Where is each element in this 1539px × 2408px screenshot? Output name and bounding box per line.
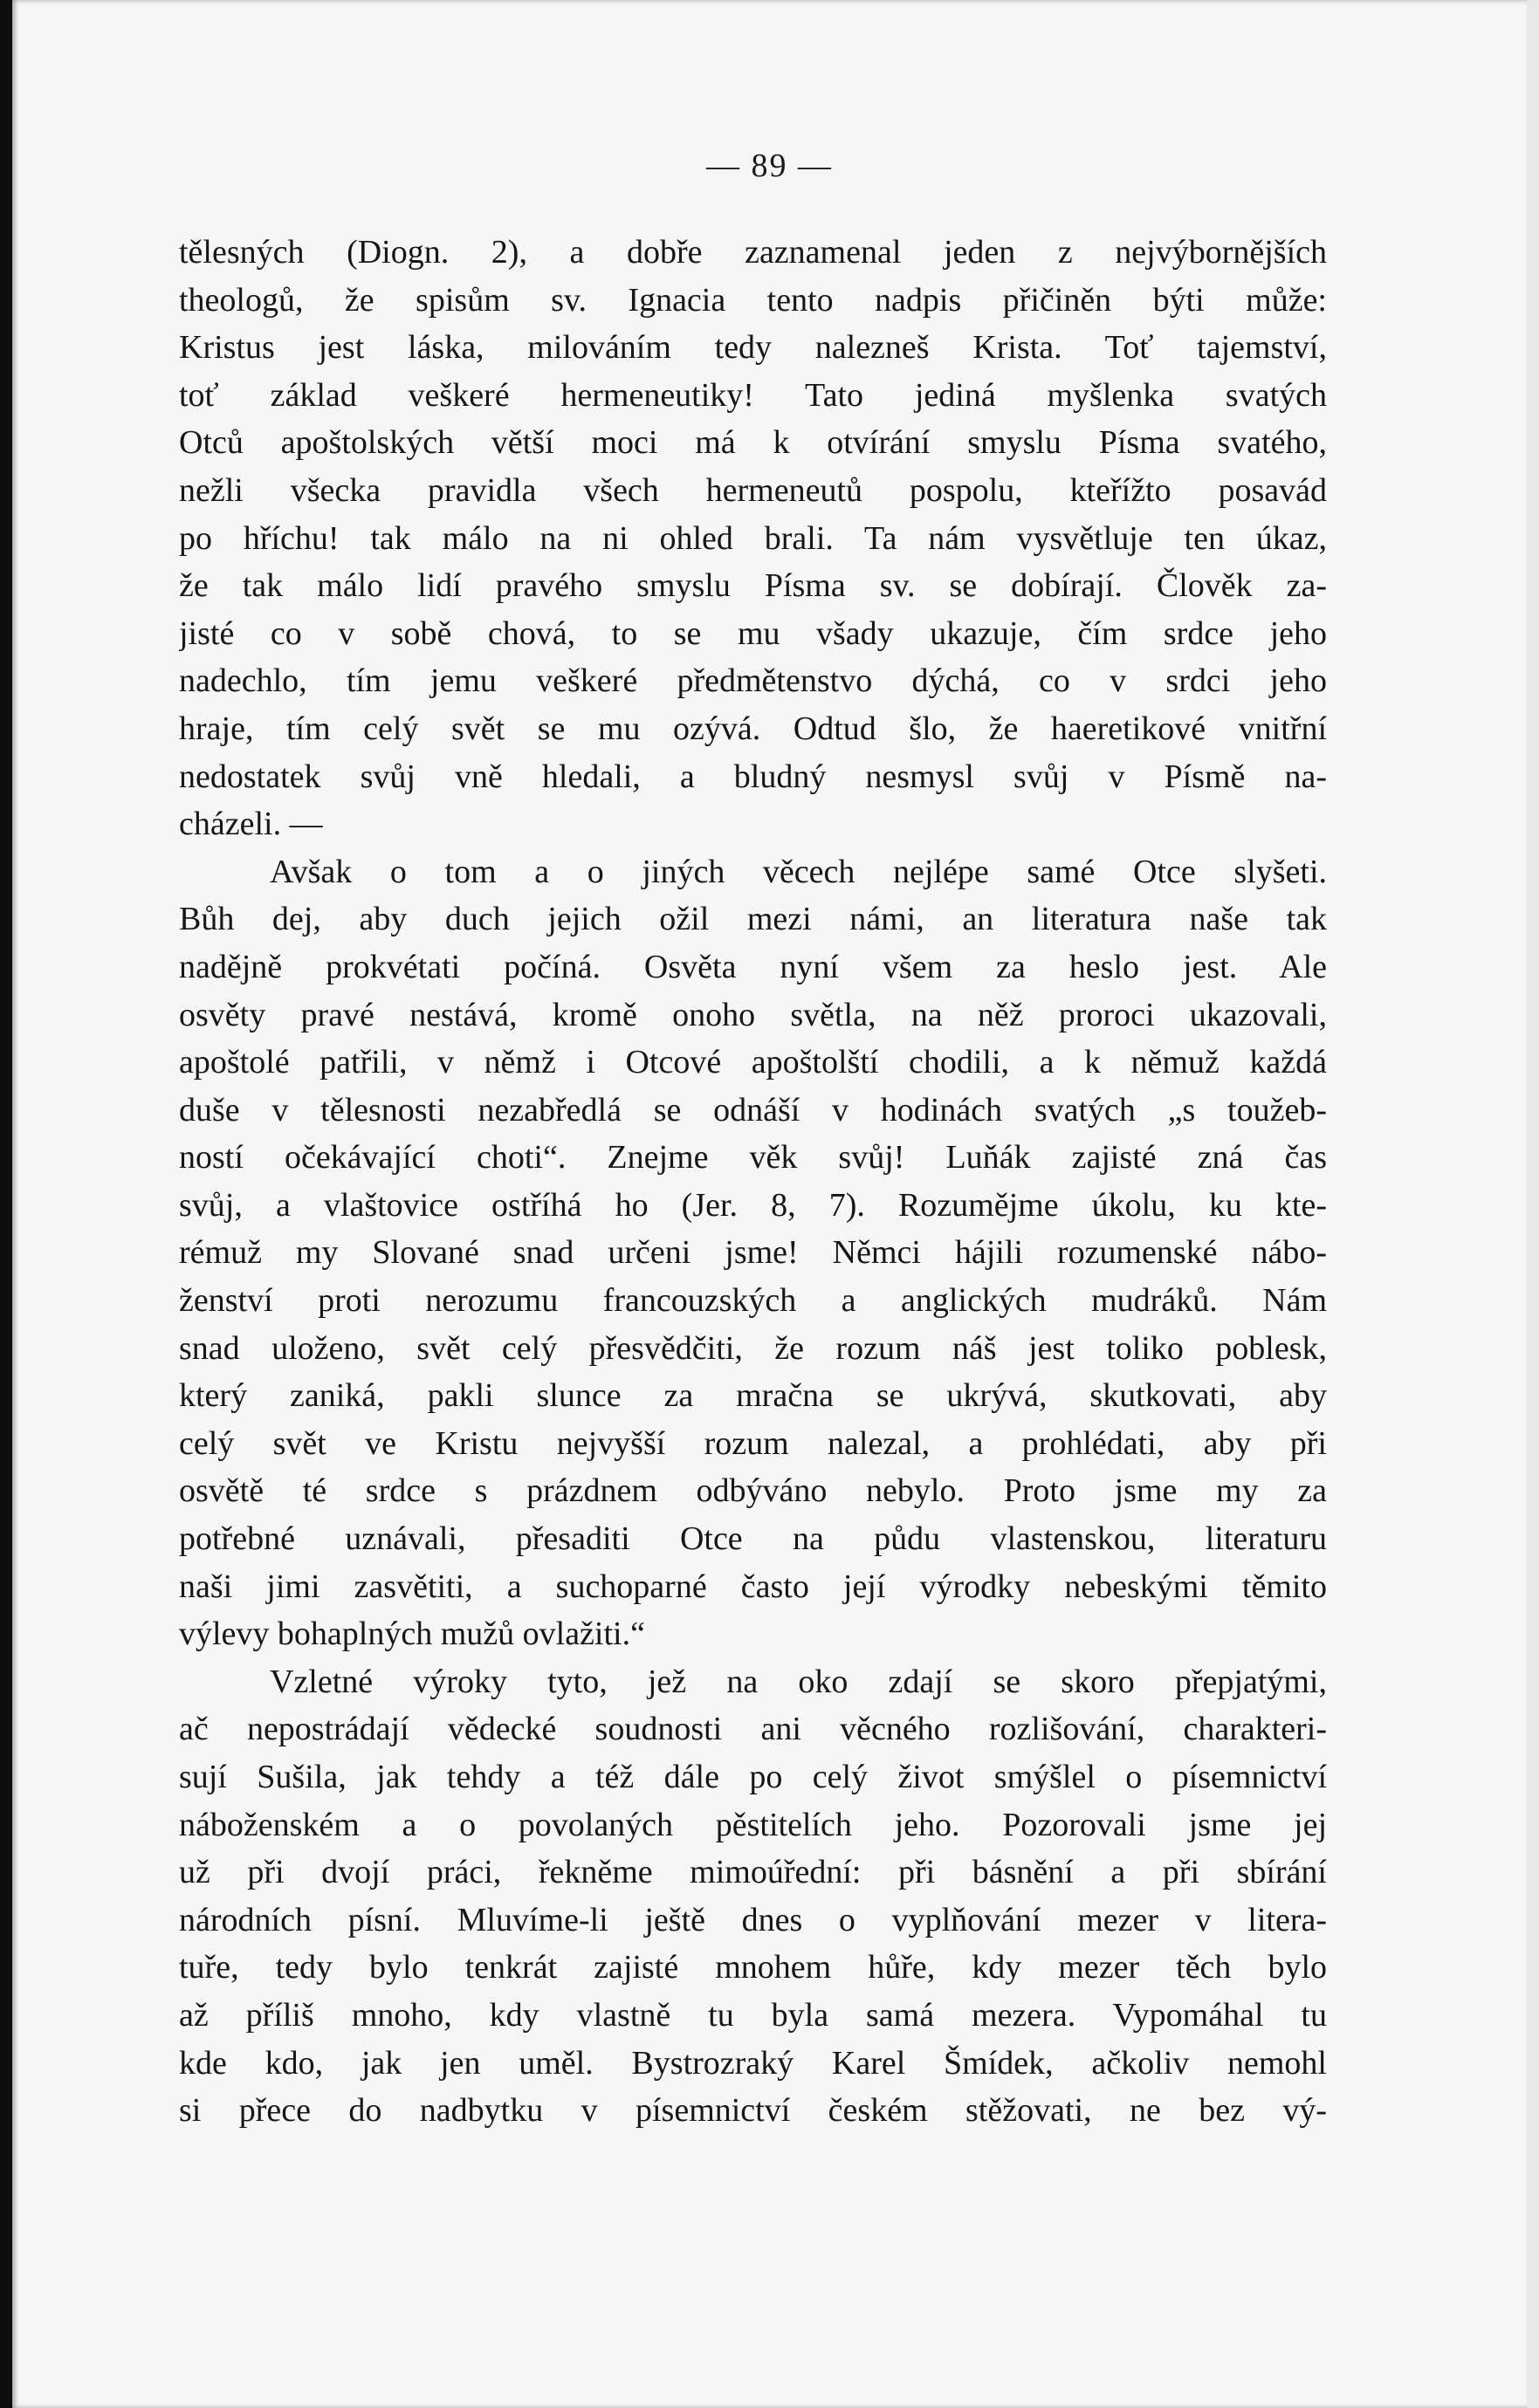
text-line: že tak málo lidí pravého smyslu Písma sv. se dobírají. Člověk za- bbox=[179, 567, 1327, 605]
page-right-edge bbox=[1527, 0, 1539, 2408]
text-line: nežli všecka pravidla všech hermeneutů pospolu, kteřížto posavád bbox=[179, 471, 1327, 509]
text-line: rémuž my Slované snad určeni jsme! Němci hájili rozumenské nábo- bbox=[179, 1234, 1327, 1272]
text-line: ností očekávající choti“. Znejme věk svůj! Luňák zajisté zná čas bbox=[179, 1139, 1327, 1177]
text-line: už při dvojí práci, řekněme mimoúřední: při básnění a při sbírání bbox=[179, 1854, 1327, 1891]
text-line: svůj, a vlaštovice ostříhá ho (Jer. 8, 7). Rozumějme úkolu, ku kte- bbox=[179, 1186, 1327, 1224]
text-line: si přece do nadbytku v písemnictví českém stěžovati, ne bez vý- bbox=[179, 2092, 1327, 2130]
body-text bbox=[179, 229, 1327, 2135]
text-line: nadějně prokvétati počíná. Osvěta nyní všem za heslo jest. Ale bbox=[179, 948, 1327, 985]
text-line: až příliš mnoho, kdy vlastně tu byla samá mezera. Vypomáhal tu bbox=[179, 1996, 1327, 2034]
text-line: jisté co v sobě chová, to se mu všady ukazuje, čím srdce jeho bbox=[179, 614, 1327, 652]
text-line: cházeli. — bbox=[179, 806, 323, 843]
paragraph-3 bbox=[179, 1658, 1327, 2135]
text-line: theologů, že spisům sv. Ignacia tento nadpis přičiněn býti může: bbox=[179, 281, 1327, 319]
text-line: osvětě té srdce s prázdnem odbýváno nebylo. Proto jsme my za bbox=[179, 1472, 1327, 1510]
text-line: Otců apoštolských větší moci má k otvírání smyslu Písma svatého, bbox=[179, 424, 1327, 462]
text-line: Avšak o tom a o jiných věcech nejlépe samé Otce slyšeti. bbox=[270, 853, 1327, 890]
text-line: který zaniká, pakli slunce za mračna se ukrývá, skutkovati, aby bbox=[179, 1377, 1327, 1415]
text-line: po hříchu! tak málo na ni ohled brali. Ta nám vysvětluje ten úkaz, bbox=[179, 519, 1327, 557]
text-line: Kristus jest láska, milováním tedy nalezneš Krista. Toť tajemství, bbox=[179, 329, 1327, 367]
text-line: tuře, tedy bylo tenkrát zajisté mnohem hůře, kdy mezer těch bylo bbox=[179, 1949, 1327, 1986]
text-line: snad uloženo, svět celý přesvědčiti, že rozum náš jest toliko poblesk, bbox=[179, 1329, 1327, 1367]
page-number: — 89 — bbox=[706, 147, 833, 184]
text-line: osvěty pravé nestává, kromě onoho světla, na něž proroci ukazovali, bbox=[179, 996, 1327, 1033]
text-line: apoštolé patřili, v němž i Otcové apoštolští chodili, a k němuž každá bbox=[179, 1044, 1327, 1081]
text-line: náboženském a o povolaných pěstitelích jeho. Pozorovali jsme jej bbox=[179, 1806, 1327, 1843]
text-line: duše v tělesnosti nezabředlá se odnáší v hodinách svatých „s toužeb- bbox=[179, 1091, 1327, 1129]
text-line: ač nepostrádají vědecké soudnosti ani věcného rozlišování, charakteri- bbox=[179, 1711, 1327, 1748]
text-line: naši jimi zasvětiti, a suchoparné často její výrodky nebeskými těmito bbox=[179, 1568, 1327, 1605]
text-line: tělesných (Diogn. 2), a dobře zaznamenal jeden z nejvýbornějších bbox=[179, 234, 1327, 271]
paragraph-2 bbox=[179, 848, 1327, 1658]
text-line: národních písní. Mluvíme-li ještě dnes o vyplňování mezer v litera- bbox=[179, 1901, 1327, 1938]
text-line: výlevy bohaplných mužů ovlažiti.“ bbox=[179, 1616, 645, 1653]
text-line: Vzletné výroky tyto, jež na oko zdají se skoro přepjatými, bbox=[270, 1663, 1327, 1700]
text-line: ženství proti nerozumu francouzských a anglických mudráků. Nám bbox=[179, 1282, 1327, 1320]
paragraph-1 bbox=[179, 229, 1327, 848]
text-line: kde kdo, jak jen uměl. Bystrozraký Karel Šmídek, ačkoliv nemohl bbox=[179, 2044, 1327, 2082]
text-line: nedostatek svůj vně hledali, a bludný nesmysl svůj v Písmě na- bbox=[179, 758, 1327, 795]
text-line: hraje, tím celý svět se mu ozývá. Odtud šlo, že haeretikové vnitřní bbox=[179, 710, 1327, 747]
text-line: celý svět ve Kristu nejvyšší rozum nalezal, a prohlédati, aby při bbox=[179, 1424, 1327, 1462]
text-line: Bůh dej, aby duch jejich ožil mezi námi, an literatura naše tak bbox=[179, 901, 1327, 938]
text-line: sují Sušila, jak tehdy a též dále po celý život smýšlel o písemnictví bbox=[179, 1759, 1327, 1795]
text-line: toť základ veškeré hermeneutiky! Tato jediná myšlenka svatých bbox=[179, 376, 1327, 414]
text-line: nadechlo, tím jemu veškeré předmětenstvo dýchá, co v srdci jeho bbox=[179, 662, 1327, 700]
text-line: potřebné uznávali, přesaditi Otce na půdu vlastenskou, literaturu bbox=[179, 1520, 1327, 1558]
